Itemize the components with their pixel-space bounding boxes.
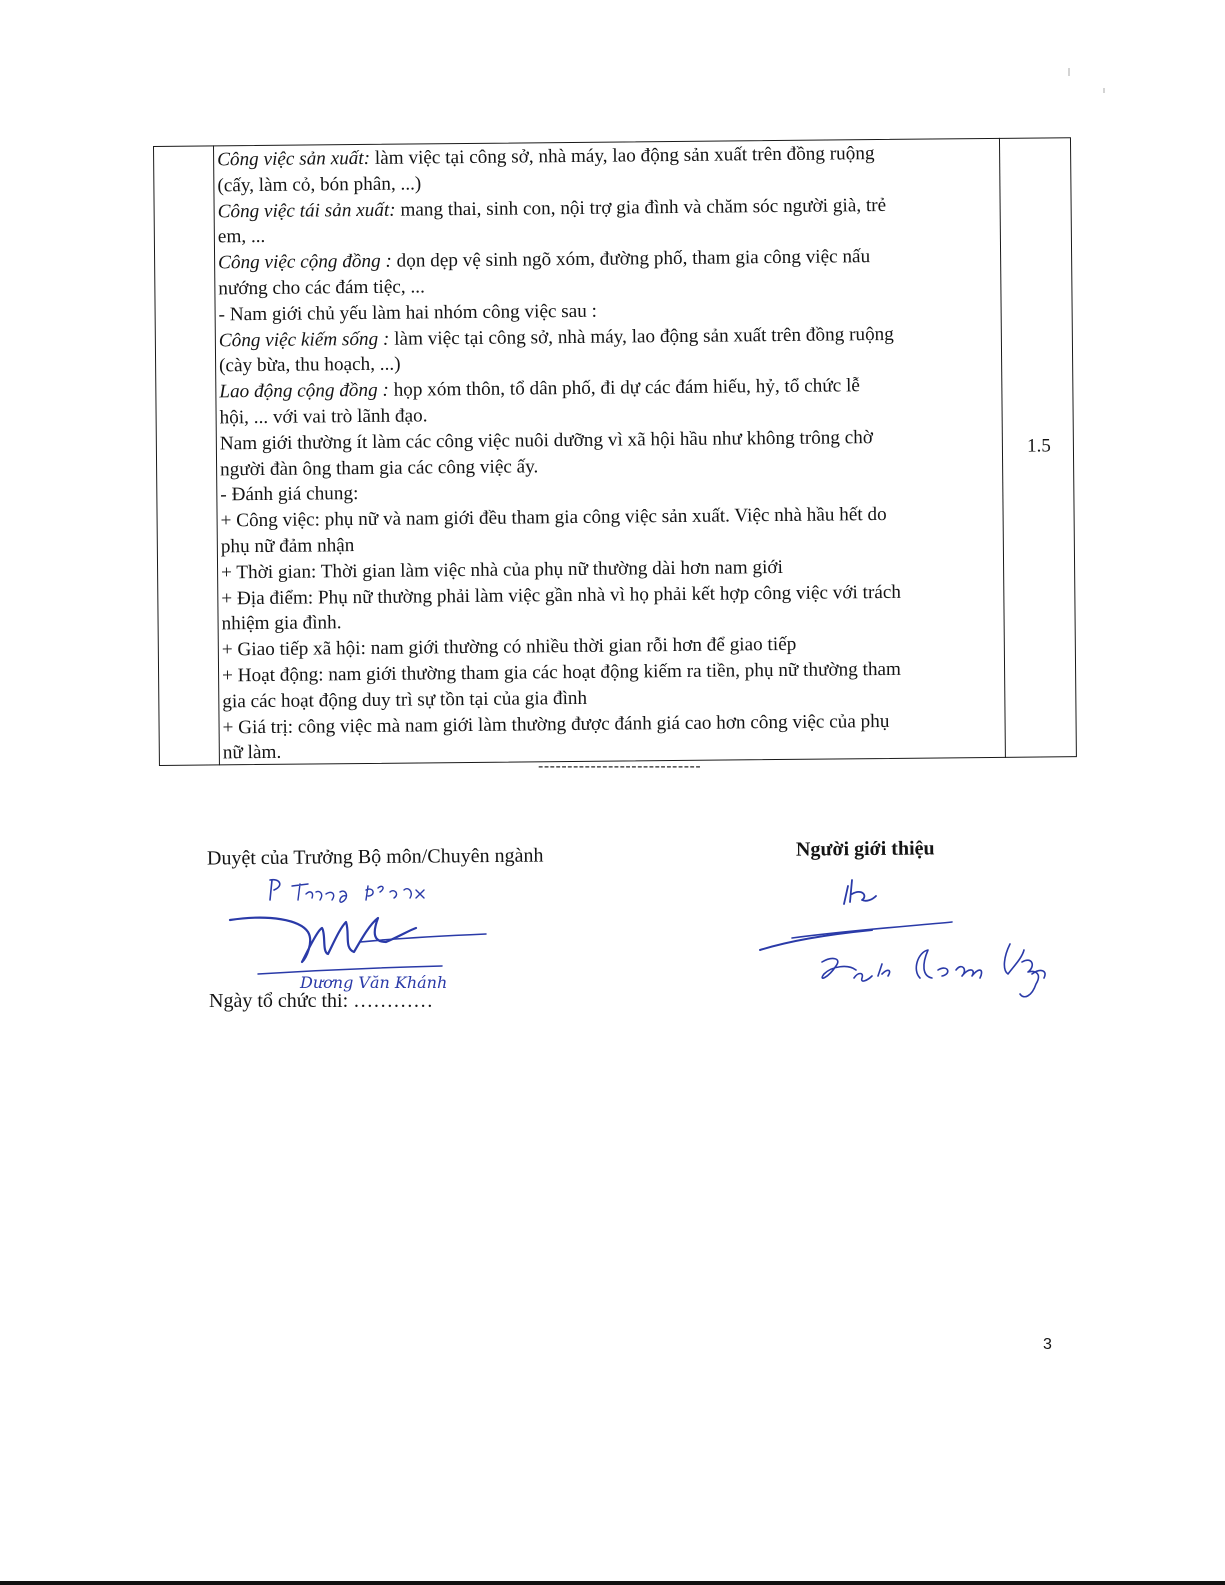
answer-line-text: người đàn ông tham gia các công việc ấy.	[220, 455, 539, 480]
answer-line-heading: Công việc cộng đồng :	[218, 250, 392, 274]
answer-line-heading: Công việc kiếm sống :	[218, 328, 390, 351]
answer-line-text: (cấy, làm cỏ, bón phân, ...)	[217, 173, 422, 197]
answer-line-text: (cày bừa, thu hoạch, ...)	[219, 354, 401, 377]
answer-line-text: phụ nữ đảm nhận	[220, 535, 355, 558]
presenter-label: Người giới thiệu	[795, 837, 935, 861]
answer-line-heading: Lao động cộng đồng :	[219, 379, 389, 403]
answer-line-text: nữ làm.	[222, 742, 282, 764]
exam-date-label: Ngày tổ chức thi: …………	[209, 990, 434, 1012]
answer-line-text: + Hoạt động: nam giới thường tham gia các hoạt động kiếm ra tiền, phụ nữ thường tham	[221, 658, 902, 687]
approval-label: Duyệt của Trưởng Bộ môn/Chuyên ngành	[206, 844, 544, 870]
answer-line-text: nhiệm gia đình.	[221, 612, 342, 635]
page-number: 3	[1043, 1336, 1052, 1353]
answer-line-text: + Giá trị: công việc mà nam giới làm thường được đánh giá cao hơn công việc của phụ	[222, 710, 890, 738]
approver-signature	[210, 872, 510, 992]
scan-bottom-edge	[0, 1581, 1225, 1585]
approver-name-handwritten: Dương Văn Khánh	[300, 973, 448, 992]
answer-line-text: + Giao tiếp xã hội: nam giới thường có nhiều thời gian rỗi hơn để giao tiếp	[221, 633, 797, 661]
answer-table	[153, 137, 1077, 766]
answer-line-text: nướng cho các đám tiệc, ...	[218, 276, 425, 300]
answer-line-text: họp xóm thôn, tổ dân phố, đi dự các đám hiếu, hỷ, tổ chức lễ	[388, 375, 860, 401]
answer-line-text: - Nam giới chủ yếu làm hai nhóm công việc sau :	[218, 300, 598, 326]
answer-line-text: + Địa điểm: Phụ nữ thường phải làm việc gần nhà vì họ phải kết hợp công việc với trách	[221, 581, 902, 609]
score-value: 1.5	[1026, 435, 1051, 457]
scan-speck	[1068, 68, 1070, 76]
answer-line-text: dọn dẹp vệ sinh ngõ xóm, đường phố, tham gia công việc nấu	[391, 246, 871, 272]
answer-line-text: mang thai, sinh con, nội trợ gia đình và chăm sóc người già, trẻ	[395, 194, 887, 221]
answer-line-text: hội, ... với vai trò lãnh đạo.	[219, 405, 428, 429]
answer-content	[217, 140, 995, 767]
answer-line-text: làm việc tại công sở, nhà máy, lao động sản xuất trên đồng ruộng	[389, 323, 894, 350]
answer-line-text: + Thời gian: Thời gian làm việc nhà của phụ nữ thường dài hơn nam giới	[220, 556, 783, 584]
answer-line-heading: Công việc sản xuất:	[217, 147, 371, 171]
answer-line-text: gia các hoạt động duy trì sự tồn tại của gia đình	[222, 687, 588, 713]
answer-line-heading: Công việc tái sản xuất:	[217, 199, 396, 222]
answer-line-text: em, ...	[217, 226, 266, 248]
end-separator: ----------------------------	[538, 758, 702, 775]
scan-speck	[1103, 88, 1105, 93]
answer-line-text: Nam giới thường ít làm các công việc nuôi dưỡng vì xã hội hầu như không trông chờ	[219, 426, 874, 455]
presenter-signature	[752, 866, 1062, 1016]
answer-line-text: + Công việc: phụ nữ và nam giới đều tham gia công việc sản xuất. Việc nhà hầu hết do	[220, 504, 887, 532]
answer-line-text: - Đánh giá chung:	[220, 483, 359, 506]
answer-line-text: làm việc tại công sở, nhà máy, lao động sản xuất trên đồng ruộng	[369, 143, 875, 169]
